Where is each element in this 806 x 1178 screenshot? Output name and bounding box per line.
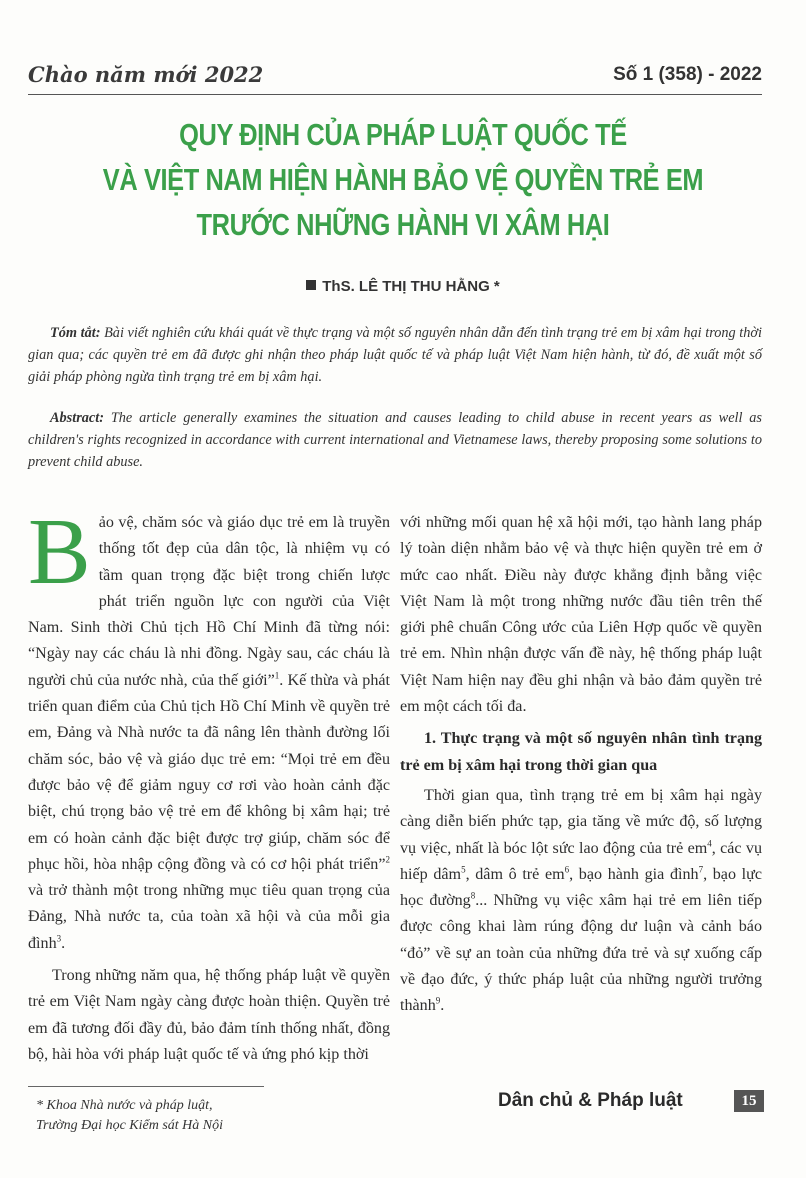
author-footnote: [36, 1096, 223, 1136]
footnote-ref-3: 3: [56, 933, 62, 944]
footnote-ref-1: 1: [274, 670, 280, 681]
footnote-ref-2: 2: [385, 854, 390, 865]
legal-system-paragraph-continued: với những mối quan hệ xã hội mới, tạo hành lang pháp lý toàn diện nhằm bảo vệ và thực hiện quyền trẻ em ở mức cao nhất. Điều này được khẳng định bằng việc Việt Nam là một trong những nước đầu tiên trên thế giới phê chuẩn Công ước của Liên Hợp quốc về quyền trẻ em. Nhìn nhận được vấn đề này, hệ thống pháp luật Việt Nam hiện nay đều ghi nhận và bảo đảm quyền trẻ em một cách tối đa.: [400, 514, 762, 716]
situation-text-b: , các vụ hiếp dâm: [400, 839, 762, 883]
abstract-en-text: The article generally examines the situation and causes leading to child abuse in recent years as well as children's rights recognized in accordance with current international and Vietnamese laws, thereby proposing some solutions to prevent child abuse.: [28, 410, 762, 470]
footnote-ref-8: 8: [470, 890, 476, 901]
header-divider: [28, 94, 762, 95]
footnote-ref-4: 4: [707, 838, 712, 849]
title-line-1: QUY ĐỊNH CỦA PHÁP LUẬT QUỐC TẾ: [179, 117, 627, 152]
situation-text-f: ... Những vụ việc xâm hại trẻ em liên tiếp được công khai làm rúng động dư luận và cảnh báo “đỏ” về sự an toàn của những đứa trẻ và sự xuống cấp về đạo đức, ý thức pháp luật của những người trưởng thành: [400, 892, 762, 1015]
square-bullet-icon: [306, 280, 316, 290]
abstract-vietnamese: [28, 322, 762, 388]
abstract-vi-label: Tóm tắt:: [50, 325, 101, 341]
footnote-ref-7: 7: [698, 864, 704, 875]
situation-text-e: , bạo lực học đường: [400, 865, 762, 910]
situation-paragraph: [400, 783, 762, 1020]
title-line-3: TRƯỚC NHỮNG HÀNH VI XÂM HẠI: [196, 207, 610, 242]
author-name: ThS. LÊ THỊ THU HẰNG *: [322, 278, 500, 295]
header-issue-number: Số 1 (358) - 2022: [613, 64, 762, 85]
magazine-name: Dân chủ & Pháp luật: [498, 1090, 683, 1111]
footnote-ref-6: 6: [564, 864, 570, 875]
header-issue-slogan: Chào năm mới 2022: [28, 62, 264, 87]
intro-text-c: và trở thành một trong những mục tiêu quan trọng của Đảng, Nhà nước ta, của toàn xã hội và của mỗi gia đình: [28, 882, 390, 952]
abstract-en-label: Abstract:: [50, 410, 105, 426]
situation-text-c: , dâm ô trẻ em: [465, 865, 565, 883]
footnote-divider: [28, 1086, 264, 1087]
running-header: [28, 62, 762, 96]
situation-text-g: .: [440, 997, 445, 1015]
footnote-line-1: * Khoa Nhà nước và pháp luật,: [36, 1098, 213, 1113]
body-column-right: [400, 510, 762, 1026]
footnote-ref-5: 5: [461, 864, 466, 875]
drop-cap: B: [28, 500, 91, 604]
intro-paragraph: [28, 500, 390, 957]
title-line-2: VÀ VIỆT NAM HIỆN HÀNH BẢO VỆ QUYỀN TRẺ EM: [102, 162, 704, 197]
situation-text-d: , bạo hành gia đình: [569, 865, 699, 883]
intro-text-b: . Kế thừa và phát triển quan điểm của Chủ tịch Hồ Chí Minh về quyền trẻ em, Đảng và Nhà nước ta đã nâng lên thành đường lối chăm sóc, bảo vệ và giáo dục trẻ em: “Mọi trẻ em đều được bảo vệ để giảm nguy cơ rơi vào hoàn cảnh đặc biệt, chú trọng bảo vệ trẻ em để không bị xâm hại; trẻ em có hoàn cảnh đặc biệt được trợ giúp, chăm sóc để phục hồi, hòa nhập cộng đồng và có cơ hội phát triển”: [28, 671, 390, 873]
footnote-line-2: Trường Đại học Kiểm sát Hà Nội: [36, 1118, 224, 1133]
section-heading-1: 1. Thực trạng và một số nguyên nhân tình trạng trẻ em bị xâm hại trong thời gian qua: [400, 730, 762, 774]
body-column-left: [28, 500, 390, 1074]
footnote-ref-9: 9: [435, 995, 441, 1006]
abstract-english: [28, 407, 762, 473]
abstract-vi-text: Bài viết nghiên cứu khái quát về thực trạng và một số nguyên nhân dẫn đến tình trạng trẻ em bị xâm hại trong thời gian qua; các quyền trẻ em đã được ghi nhận theo pháp luật quốc tế và pháp luật Việt Nam hiện hành, từ đó, đề xuất một số giải pháp phòng ngừa tình trạng trẻ em bị xâm hại.: [28, 325, 763, 385]
page-number: 15: [734, 1090, 764, 1112]
situation-text-a: Thời gian qua, tình trạng trẻ em bị xâm hại ngày càng diễn biến phức tạp, gia tăng về mức độ, số lượng vụ việc, nhất là bóc lột sức lao động của trẻ em: [400, 786, 762, 857]
legal-system-paragraph: Trong những năm qua, hệ thống pháp luật về quyền trẻ em Việt Nam ngày càng được hoàn thiện. Quyền trẻ em đã tương đối đầy đủ, bảo đảm tính thống nhất, đồng bộ, hài hòa với pháp luật quốc tế và ứng phó kịp thời: [28, 967, 390, 1063]
intro-text-d: .: [61, 934, 66, 952]
intro-text-a: ảo vệ, chăm sóc và giáo dục trẻ em là truyền thống tốt đẹp của dân tộc, là nhiệm vụ có tầm quan trọng đặc biệt trong chiến lược phát triển nguồn lực con người của Việt Nam. Sinh thời Chủ tịch Hồ Chí Minh đã từng nói: “Ngày nay các cháu là nhi đồng. Ngày sau, các cháu là người chủ của nước nhà, của thế giới”: [28, 514, 390, 689]
article-title: [97, 112, 709, 247]
author-byline: [0, 278, 806, 295]
